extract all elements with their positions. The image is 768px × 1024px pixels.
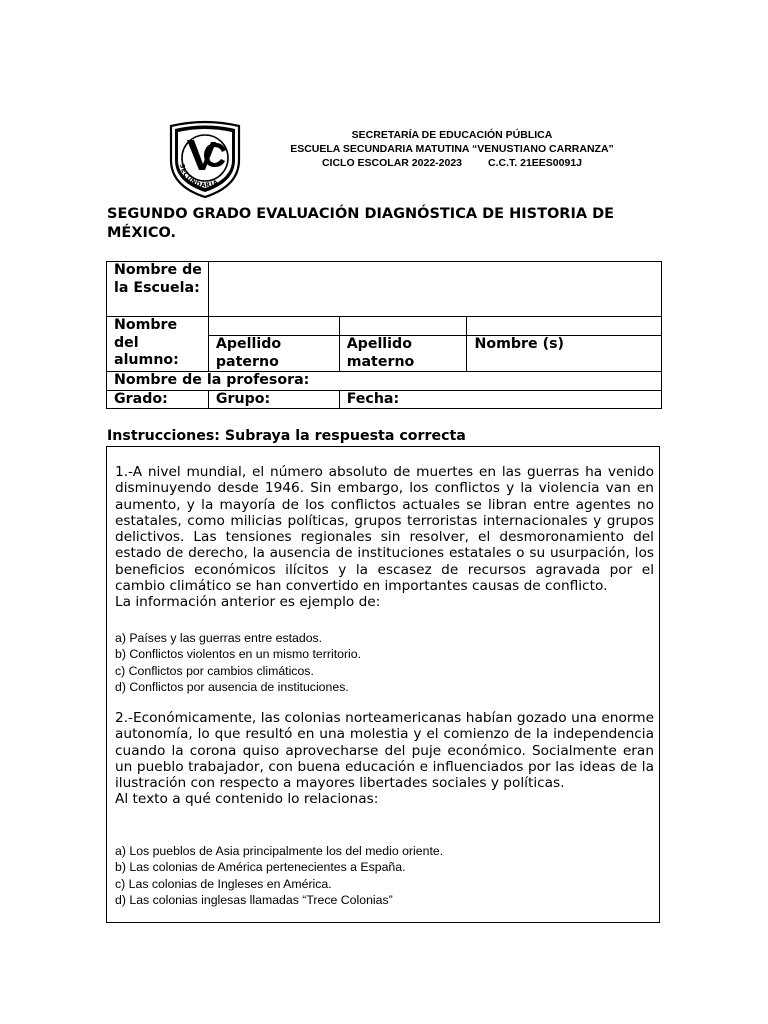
- school-name-label: Nombre de la Escuela:: [107, 262, 209, 317]
- grade-field[interactable]: [107, 390, 209, 409]
- teacher-name-field[interactable]: [107, 372, 662, 391]
- school-shield-crest-icon: [168, 120, 242, 198]
- option-2b[interactable]: b) Las colonias de América pertenecientes a España.: [115, 860, 406, 875]
- question-1-options: [115, 630, 654, 696]
- question-1: [115, 464, 654, 611]
- given-name-field[interactable]: [467, 317, 662, 336]
- option-1d[interactable]: d) Conflictos por ausencia de instituciones.: [115, 680, 349, 695]
- student-info-table: [106, 261, 662, 409]
- paternal-surname-label: Apellido paterno: [208, 336, 339, 372]
- option-2a[interactable]: a) Los pueblos de Asia principalmente los del medio oriente.: [115, 844, 444, 858]
- header-line-1: SECRETARÍA DE EDUCACIÓN PÚBLICA: [351, 129, 553, 141]
- student-name-label: Nombre del alumno:: [107, 317, 209, 372]
- logo-lettering: SECUNDARIA: [178, 163, 220, 190]
- question-2-prompt: Al texto a qué contenido lo relacionas:: [115, 791, 379, 808]
- instructions: Instrucciones: Subraya la respuesta correcta: [107, 428, 466, 444]
- paternal-surname-field[interactable]: [208, 317, 339, 336]
- option-2c[interactable]: c) Las colonias de Ingleses en América.: [115, 876, 332, 891]
- option-1b[interactable]: b) Conflictos violentos en un mismo territorio.: [115, 647, 362, 662]
- questions-box: [106, 446, 660, 923]
- option-1c[interactable]: c) Conflictos por cambios climáticos.: [115, 663, 314, 678]
- question-2-text: 2.-Económicamente, las colonias norteamericanas habían gozado una enorme autonomía, lo que resultó en una molestia y el comienzo de la independencia cuando la corona quiso aprovecharse del puje económico. Socialmente eran un pueblo trabajador, con buena educación e influenciados por las ideas de la ilustración con respecto a mayores libertades sociales y políticas.: [115, 710, 654, 792]
- school-header: [262, 128, 642, 170]
- question-1-text: 1.-A nivel mundial, el número absoluto de muertes en las guerras ha venido disminuyendo desde 1946. Sin embargo, los conflictos y la violencia van en aumento, y la mayoría de los conflictos actuales se libran entre agentes no estatales, como milicias políticas, grupos terroristas internacionales y grupos delictivos. Las tensiones regionales sin resolver, el desmoronamiento del estado de derecho, la ausencia de instituciones estatales o su usurpación, los beneficios económicos ilícitos y la escasez de recursos agravada por el cambio climático se han convertido en importantes causas de conflicto.: [115, 464, 654, 595]
- date-label: Fecha:: [346, 390, 400, 407]
- question-2: [115, 710, 654, 808]
- exam-title: SEGUNDO GRADO EVALUACIÓN DIAGNÓSTICA DE HISTORIA DE MÉXICO.: [107, 206, 615, 241]
- school-cycle: CICLO ESCOLAR 2022-2023: [321, 157, 463, 169]
- option-2d[interactable]: d) Las colonias inglesas llamadas “Trece Colonias”: [115, 893, 393, 908]
- header-line-2: ESCUELA SECUNDARIA MATUTINA “VENUSTIANO CARRANZA”: [290, 143, 614, 155]
- header-line-3: [262, 156, 642, 170]
- maternal-surname-label: Apellido materno: [339, 336, 467, 372]
- group-label: Grupo:: [215, 390, 271, 407]
- maternal-surname-field[interactable]: [339, 317, 467, 336]
- date-field[interactable]: [339, 390, 661, 409]
- school-cct: C.C.T. 21EES0091J: [488, 157, 583, 169]
- question-1-prompt: La información anterior es ejemplo de:: [115, 594, 381, 611]
- school-name-field[interactable]: [208, 262, 661, 317]
- grade-label: Grado:: [114, 390, 168, 407]
- option-1a[interactable]: a) Países y las guerras entre estados.: [115, 631, 323, 645]
- given-name-label: Nombre (s): [467, 336, 662, 372]
- teacher-name-label: Nombre de la profesora:: [114, 372, 310, 388]
- question-2-options: [115, 843, 654, 909]
- group-field[interactable]: [208, 390, 339, 409]
